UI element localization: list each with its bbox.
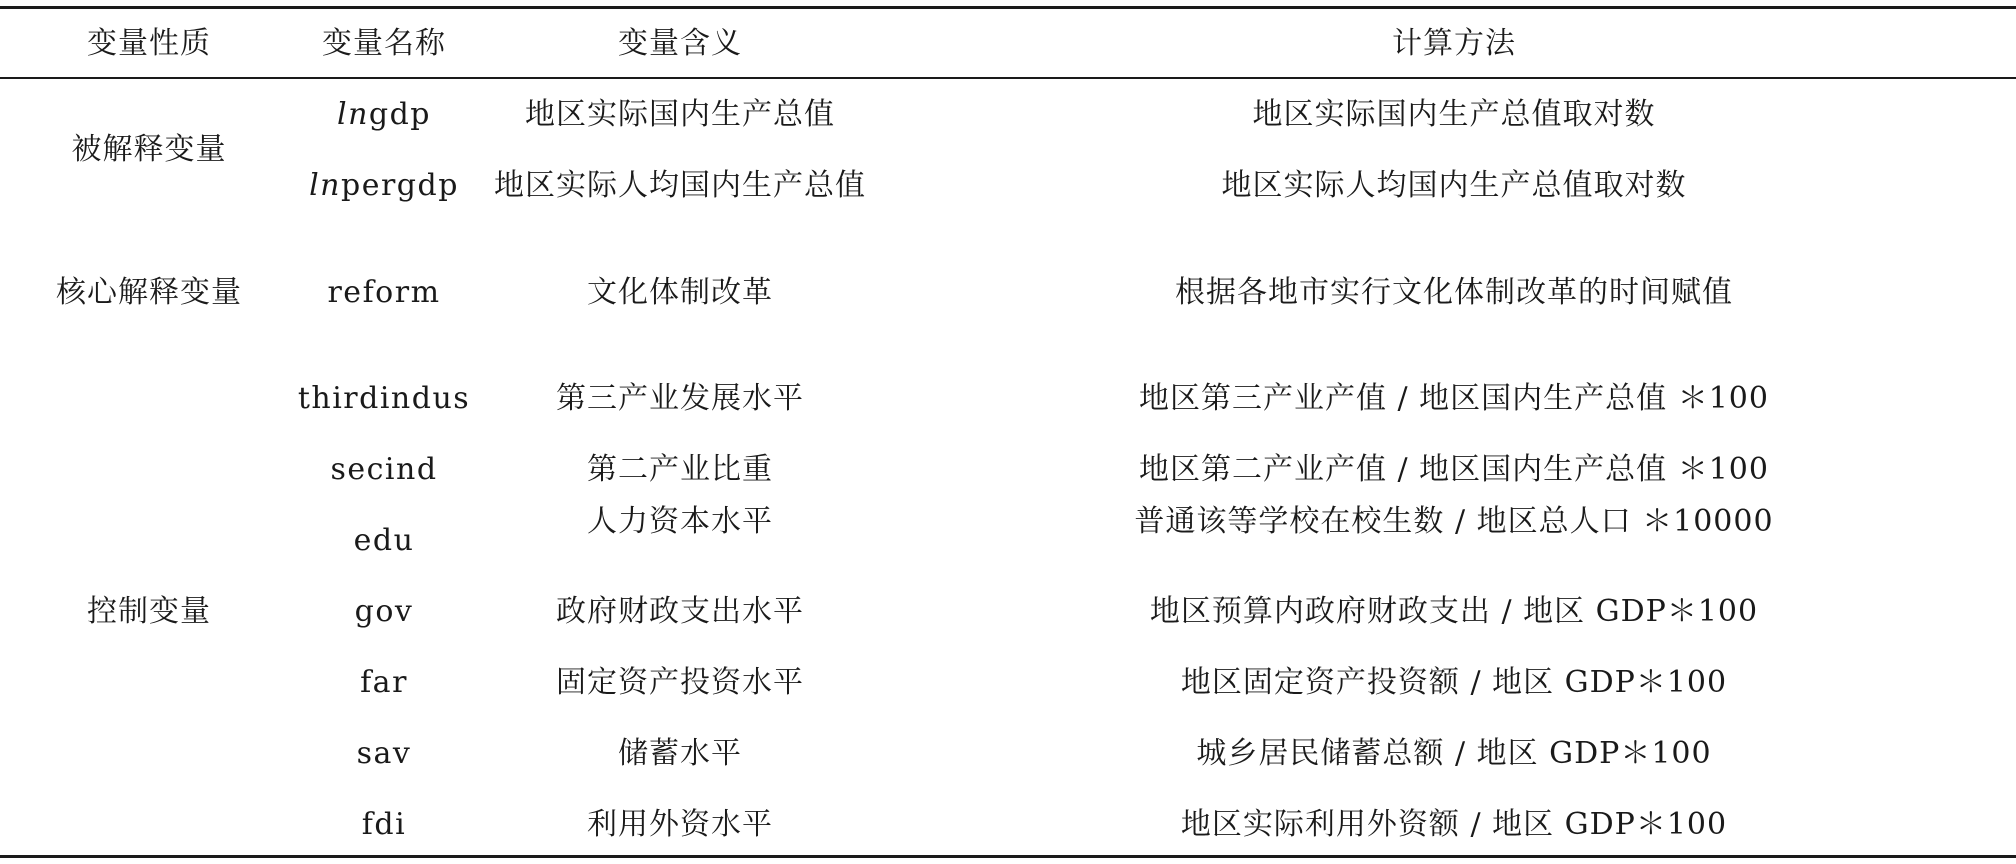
table-row-method: 普通该等学校在校生数 / 地区总人口 ＊10000	[1134, 504, 1774, 539]
table-row-meaning: 政府财政支出水平	[556, 594, 804, 629]
table-row-var: thirdindus	[297, 381, 471, 416]
table-top-rule	[0, 6, 2016, 9]
table-bottom-rule	[0, 855, 2016, 858]
table-row-var: fdi	[361, 807, 407, 842]
table-row-var: edu	[353, 523, 415, 558]
table-row-method: 地区实际利用外资额 / 地区 GDP＊100	[1180, 807, 1728, 842]
table-row-var: lngdp	[336, 97, 432, 132]
group-label-core-explanatory: 核心解释变量	[56, 275, 242, 310]
table-row-method: 地区预算内政府财政支出 / 地区 GDP＊100	[1149, 594, 1759, 629]
table-row-method: 地区第三产业产值 / 地区国内生产总值 ＊100	[1139, 381, 1769, 416]
table-row-meaning: 地区实际人均国内生产总值	[494, 168, 866, 203]
group-label-explained: 被解释变量	[71, 132, 227, 167]
table-row-var: sav	[356, 736, 412, 771]
table-row-method: 根据各地市实行文化体制改革的时间赋值	[1175, 275, 1733, 310]
table-row-meaning: 文化体制改革	[587, 275, 773, 310]
table-row-var: gov	[354, 594, 414, 629]
table-row-var: lnpergdp	[309, 168, 459, 203]
table-row-var: far	[360, 665, 408, 700]
table-row-method: 地区第二产业产值 / 地区国内生产总值 ＊100	[1139, 452, 1769, 487]
table-row-var: reform	[327, 275, 441, 310]
table-row-method: 城乡居民储蓄总额 / 地区 GDP＊100	[1196, 736, 1712, 771]
table-row-method: 地区实际人均国内生产总值取对数	[1221, 168, 1687, 203]
table-row-meaning: 地区实际国内生产总值	[525, 97, 835, 132]
header-variable-meaning: 变量含义	[618, 26, 742, 61]
header-calculation-method: 计算方法	[1392, 26, 1516, 61]
header-variable-nature: 变量性质	[87, 26, 211, 61]
table-row-meaning: 利用外资水平	[587, 807, 773, 842]
table-row-meaning: 人力资本水平	[587, 504, 773, 539]
group-label-control: 控制变量	[87, 594, 211, 629]
table-row-method: 地区固定资产投资额 / 地区 GDP＊100	[1180, 665, 1728, 700]
table-row-meaning: 固定资产投资水平	[556, 665, 804, 700]
header-variable-name: 变量名称	[322, 26, 446, 61]
table-row-method: 地区实际国内生产总值取对数	[1252, 97, 1656, 132]
table-row-meaning: 第二产业比重	[587, 452, 773, 487]
table-header-rule	[0, 77, 2016, 79]
table-row-meaning: 储蓄水平	[618, 736, 742, 771]
table-row-var: secind	[330, 452, 438, 487]
table-row-meaning: 第三产业发展水平	[556, 381, 804, 416]
